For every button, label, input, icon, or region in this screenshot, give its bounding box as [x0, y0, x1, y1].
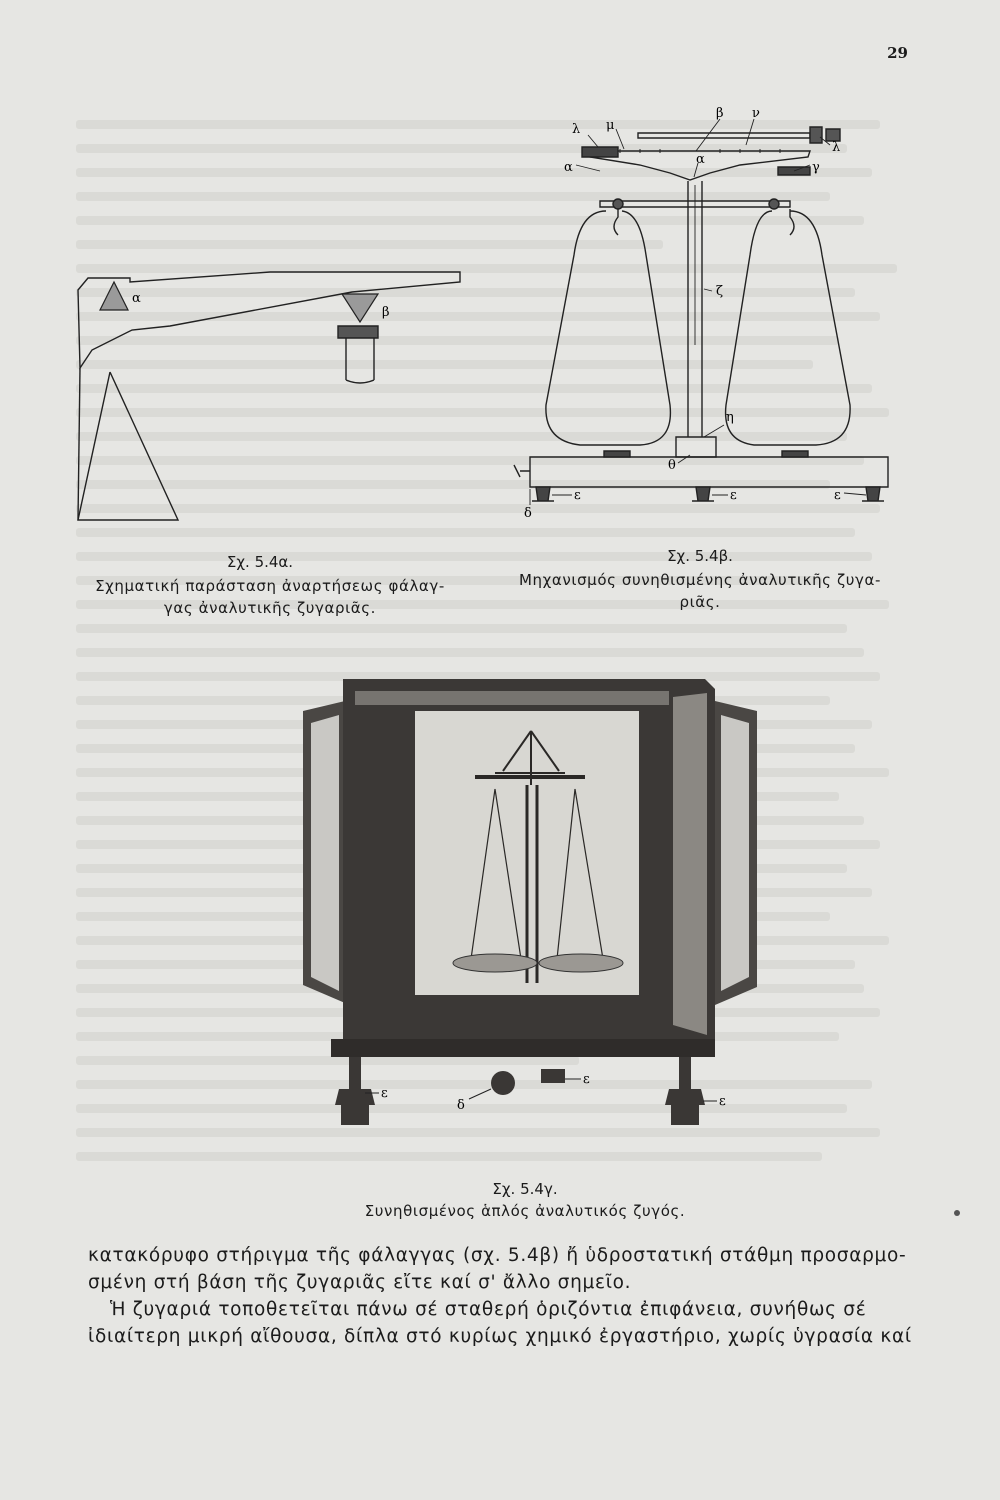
cabinet-base: [331, 1039, 715, 1057]
left-door-glass: [311, 715, 339, 991]
label-gamma: γ: [812, 160, 820, 175]
cabinet-top-window: [355, 691, 669, 705]
figure-c-label: Σχ. 5.4γ.: [492, 1180, 558, 1198]
right-pan-rest: [782, 451, 808, 457]
label-epsilon-2: ε: [730, 488, 737, 503]
page-number: 29: [887, 44, 908, 62]
stirrup-line: [78, 368, 80, 520]
knife-edge-beta: [342, 294, 378, 322]
label-beta: β: [716, 106, 724, 121]
arrest-pivot-left: [613, 199, 623, 209]
figure-balance-photograph: [295, 665, 765, 1155]
label-zeta: ζ: [716, 284, 724, 299]
caption-line: γας ἀναλυτικῆς ζυγαριᾶς.: [163, 599, 377, 617]
right-hook: [790, 209, 794, 235]
figure-beam-suspension-diagram: [70, 260, 470, 530]
label-alpha-center: α: [696, 152, 705, 167]
right-pan: [539, 954, 623, 972]
pan-hanger: [78, 372, 178, 520]
body-line: ἰδιαίτερη μικρή αἴθουσα, δίπλα στό κυρίως χημικό ἐργαστήριο, χωρίς ὑγρασία καί: [88, 1326, 912, 1347]
label-lambda-right: λ: [832, 140, 841, 155]
figure-a-caption: [60, 575, 480, 619]
speck: [954, 1210, 960, 1216]
body-line: Ἡ ζυγαριά τοποθετεῖται πάνω σέ σταθερή ὁριζόντια ἐπιφάνεια, συνήθως σέ: [110, 1299, 867, 1320]
foot-center: [692, 487, 714, 501]
figure-a-label: Σχ. 5.4α.: [226, 553, 294, 571]
pillar: [346, 338, 374, 383]
agate-bearing-plate: [338, 326, 378, 338]
base-plate: [530, 457, 888, 487]
right-door-glass: [721, 715, 749, 991]
figure-balance-mechanism-diagram: [490, 105, 900, 525]
label-nu: ν: [752, 106, 760, 121]
label-delta: δ: [457, 1098, 465, 1113]
left-pan: [453, 954, 537, 972]
label-alpha: α: [132, 291, 141, 306]
label-lambda-left: λ: [572, 122, 581, 137]
arrest-pivot-right: [769, 199, 779, 209]
right-pan-stirrup: [726, 211, 851, 445]
arrest-knob: [491, 1071, 515, 1095]
body-line: κατακόρυφο στήριγμα τῆς φάλαγγας (σχ. 5.4β) ἤ ὑδροστατική στάθμη προσαρμο-: [88, 1245, 907, 1266]
figure-b-label: Σχ. 5.4β.: [667, 547, 733, 565]
label-beta: β: [382, 305, 390, 320]
foot-left: [532, 487, 554, 501]
rider-rod: [638, 133, 810, 138]
foot-right: [665, 1057, 705, 1125]
figure-b-caption: [490, 569, 910, 613]
column-foot: [676, 437, 716, 457]
left-end-screw: [582, 147, 618, 157]
label-epsilon-right: ε: [719, 1094, 726, 1109]
label-delta: δ: [524, 506, 532, 521]
label-epsilon-center: ε: [583, 1072, 590, 1087]
label-eta: η: [726, 410, 734, 425]
label-epsilon-3: ε: [834, 488, 841, 503]
label-epsilon-left: ε: [381, 1086, 388, 1101]
cabinet-side-glass: [673, 693, 707, 1035]
figure-c-caption: Συνηθισμένος ἁπλός ἀναλυτικός ζυγός.: [364, 1202, 686, 1220]
label-alpha-left: α: [564, 160, 573, 175]
center-foot: [541, 1069, 565, 1083]
caption-line: Σχηματική παράσταση ἀναρτήσεως φάλαγ-: [95, 577, 445, 595]
label-mu: μ: [606, 118, 615, 133]
arrest-knob: [514, 465, 530, 477]
body-line: σμένη στή βάση τῆς ζυγαριᾶς εἴτε καί σ' ἄλλο σημεῖο.: [88, 1272, 632, 1293]
left-pan-rest: [604, 451, 630, 457]
foot-right: [862, 487, 884, 501]
caption-line: Μηχανισμός συνηθισμένης ἀναλυτικῆς ζυγα-: [519, 571, 881, 589]
beam-outline: [78, 272, 460, 368]
foot-left: [335, 1057, 375, 1125]
body-text: [88, 1242, 914, 1350]
label-theta: θ: [668, 458, 676, 473]
caption-line: ριᾶς.: [679, 593, 721, 611]
left-pan-stirrup: [546, 211, 671, 445]
label-epsilon-1: ε: [574, 488, 581, 503]
left-hook: [614, 209, 618, 235]
knife-edge-alpha: [100, 282, 128, 310]
